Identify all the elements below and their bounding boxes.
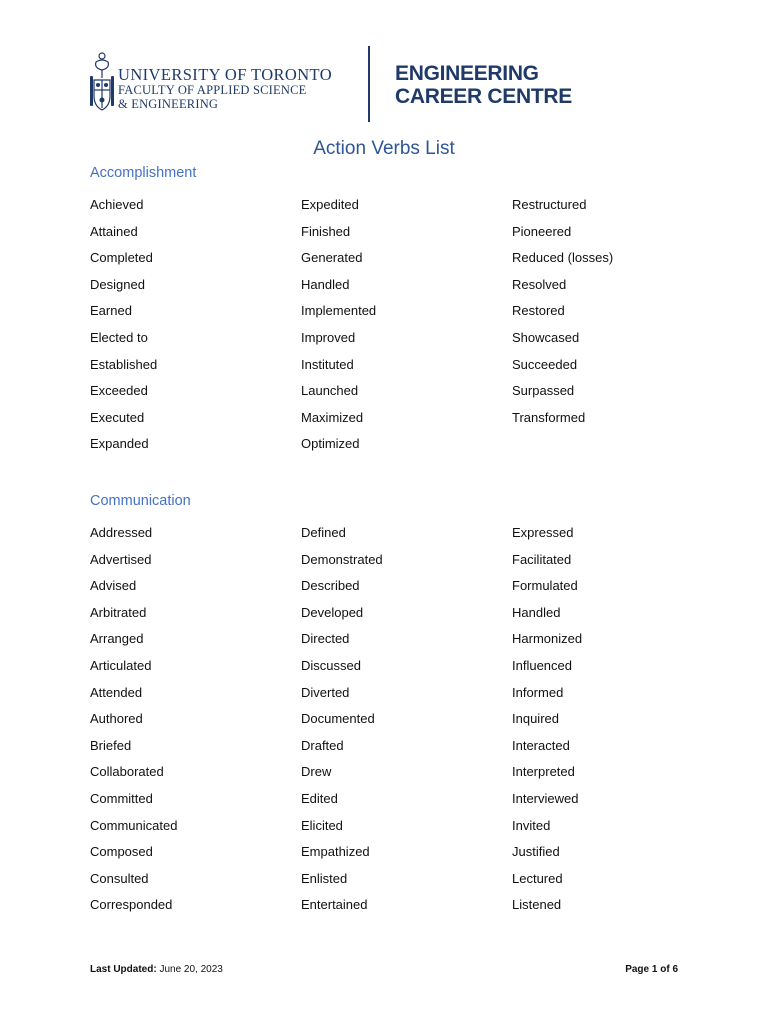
verb-item: Improved bbox=[301, 329, 356, 345]
verb-item: Elicited bbox=[301, 817, 343, 833]
document-title: Action Verbs List bbox=[313, 138, 455, 159]
verb-item: Generated bbox=[301, 250, 363, 266]
verb-item: Transformed bbox=[512, 409, 586, 425]
verb-column bbox=[512, 520, 722, 919]
verb-item: Discussed bbox=[301, 657, 361, 673]
verb-item: Completed bbox=[90, 250, 153, 266]
page-label: Page bbox=[625, 964, 652, 975]
verb-item: Established bbox=[90, 356, 158, 372]
verb-item: Invited bbox=[512, 817, 551, 833]
verb-item: Entertained bbox=[301, 897, 368, 913]
verb-item: Briefed bbox=[90, 737, 132, 753]
verb-item: Communicated bbox=[90, 817, 178, 833]
verb-column bbox=[512, 192, 722, 431]
verb-item: Described bbox=[301, 578, 360, 594]
last-updated-label: Last Updated: bbox=[90, 964, 157, 975]
verb-item: Committed bbox=[90, 790, 153, 806]
section-title-communication: Communication bbox=[90, 493, 191, 509]
verb-item: Facilitated bbox=[512, 551, 572, 567]
verb-item: Edited bbox=[301, 790, 338, 806]
verb-item: Launched bbox=[301, 383, 359, 399]
university-crest-icon bbox=[88, 50, 116, 114]
verb-item: Developed bbox=[301, 604, 364, 620]
verb-item: Empathized bbox=[301, 844, 370, 860]
verb-item: Advertised bbox=[90, 551, 152, 567]
verb-item: Enlisted bbox=[301, 870, 348, 886]
verb-item: Exceeded bbox=[90, 383, 148, 399]
verb-item: Attained bbox=[90, 223, 138, 239]
verb-item: Advised bbox=[90, 578, 137, 594]
page-of-label: of bbox=[657, 964, 673, 975]
page-current: 1 bbox=[651, 964, 658, 975]
verb-item: Diverted bbox=[301, 684, 350, 700]
verb-item: Interviewed bbox=[512, 790, 579, 806]
university-name: UNIVERSITY OF TORONTO bbox=[118, 65, 333, 84]
verb-item: Harmonized bbox=[512, 631, 583, 647]
faculty-name-line1: FACULTY OF APPLIED SCIENCE bbox=[118, 83, 307, 97]
university-wordmark bbox=[118, 66, 332, 111]
verb-item: Lectured bbox=[512, 870, 563, 886]
verb-item: Achieved bbox=[90, 197, 144, 212]
verb-item: Listened bbox=[512, 897, 562, 913]
verb-item: Articulated bbox=[90, 657, 152, 673]
verb-item: Resolved bbox=[512, 276, 567, 292]
verb-item: Arranged bbox=[90, 631, 144, 647]
verb-item: Corresponded bbox=[90, 897, 173, 913]
verb-item: Executed bbox=[90, 409, 145, 425]
verb-item: Arbitrated bbox=[90, 604, 147, 620]
verb-item: Restored bbox=[512, 303, 565, 319]
verb-column bbox=[301, 192, 511, 458]
verb-item: Expressed bbox=[512, 525, 574, 540]
verb-item: Drafted bbox=[301, 737, 344, 753]
verb-item: Expedited bbox=[301, 197, 359, 212]
verb-item: Defined bbox=[301, 525, 346, 540]
verb-item: Reduced (losses) bbox=[512, 250, 614, 266]
verb-item: Designed bbox=[90, 276, 145, 292]
verb-item: Elected to bbox=[90, 329, 148, 345]
footer-page-number bbox=[625, 964, 678, 975]
verb-item: Interpreted bbox=[512, 764, 575, 780]
verb-item: Documented bbox=[301, 711, 375, 727]
verb-item: Earned bbox=[90, 303, 132, 319]
verb-item: Succeeded bbox=[512, 356, 578, 372]
verb-item: Consulted bbox=[90, 870, 149, 886]
verb-item: Attended bbox=[90, 684, 143, 700]
verb-item: Collaborated bbox=[90, 764, 164, 780]
verb-item: Restructured bbox=[512, 197, 587, 212]
verb-item: Directed bbox=[301, 631, 350, 647]
career-centre-wordmark bbox=[395, 62, 572, 108]
verb-item: Handled bbox=[301, 276, 350, 292]
verb-item: Pioneered bbox=[512, 223, 572, 239]
verb-item: Demonstrated bbox=[301, 551, 383, 567]
last-updated-date: June 20, 2023 bbox=[156, 964, 223, 975]
verb-item: Finished bbox=[301, 223, 351, 239]
verb-item: Drew bbox=[301, 764, 332, 780]
faculty-name-line2: & ENGINEERING bbox=[118, 97, 219, 111]
footer-last-updated bbox=[90, 964, 223, 975]
verb-item: Authored bbox=[90, 711, 143, 727]
verb-item: Showcased bbox=[512, 329, 580, 345]
ecc-line2: CAREER CENTRE bbox=[395, 85, 572, 108]
verb-item: Inquired bbox=[512, 711, 559, 727]
verb-item: Addressed bbox=[90, 525, 153, 540]
verb-item: Composed bbox=[90, 844, 153, 860]
page-total: 6 bbox=[672, 964, 678, 975]
header-divider bbox=[368, 46, 370, 122]
verb-item: Instituted bbox=[301, 356, 354, 372]
verb-column bbox=[90, 520, 300, 919]
section-title-accomplishment: Accomplishment bbox=[90, 165, 197, 181]
verb-item: Optimized bbox=[301, 436, 360, 452]
verb-item: Justified bbox=[512, 844, 560, 860]
verb-item: Formulated bbox=[512, 578, 578, 594]
verb-column bbox=[301, 520, 511, 919]
verb-item: Implemented bbox=[301, 303, 377, 319]
verb-item: Influenced bbox=[512, 657, 572, 673]
ecc-line1: ENGINEERING bbox=[395, 62, 539, 85]
verb-column bbox=[90, 192, 300, 458]
verb-item: Surpassed bbox=[512, 383, 575, 399]
page-header bbox=[88, 44, 688, 124]
verb-item: Interacted bbox=[512, 737, 570, 753]
verb-item: Informed bbox=[512, 684, 564, 700]
verb-item: Expanded bbox=[90, 436, 149, 452]
verb-item: Maximized bbox=[301, 409, 364, 425]
verb-item: Handled bbox=[512, 604, 561, 620]
